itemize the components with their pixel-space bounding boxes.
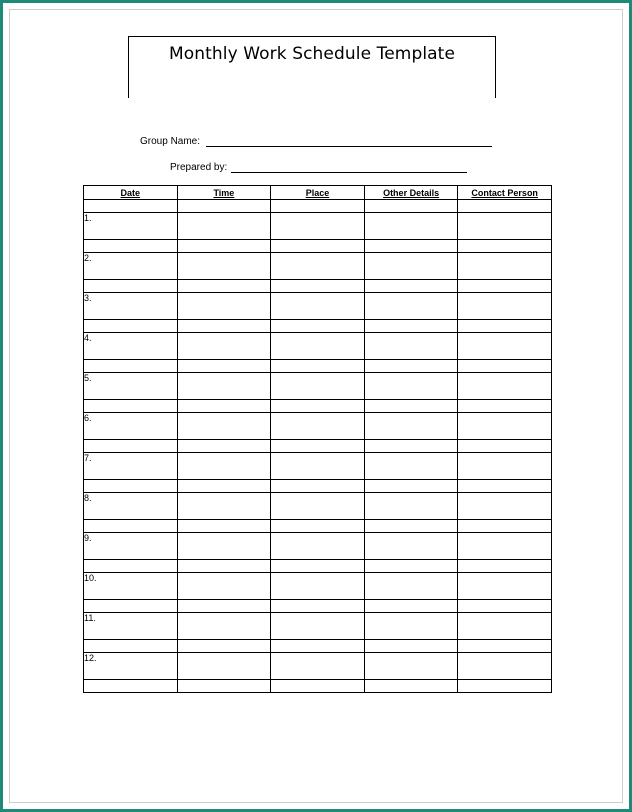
table-cell[interactable] bbox=[364, 213, 458, 240]
table-cell[interactable] bbox=[364, 613, 458, 640]
table-cell[interactable] bbox=[364, 253, 458, 280]
table-cell[interactable] bbox=[271, 493, 365, 520]
table-cell[interactable] bbox=[177, 373, 271, 400]
table-cell[interactable] bbox=[364, 440, 458, 453]
row-number-cell[interactable]: 8. bbox=[84, 493, 178, 520]
table-cell[interactable] bbox=[364, 360, 458, 373]
row-number-cell[interactable]: 12. bbox=[84, 653, 178, 680]
table-cell[interactable] bbox=[84, 200, 178, 213]
table-cell[interactable] bbox=[177, 213, 271, 240]
table-row-sub bbox=[84, 280, 552, 293]
table-header-row bbox=[84, 186, 552, 200]
title-box bbox=[128, 36, 496, 98]
table-cell[interactable] bbox=[271, 573, 365, 600]
table-cell[interactable] bbox=[271, 453, 365, 480]
table-cell[interactable] bbox=[364, 413, 458, 440]
table-cell[interactable] bbox=[177, 600, 271, 613]
table-row bbox=[84, 413, 552, 440]
table-row bbox=[84, 573, 552, 600]
table-row bbox=[84, 253, 552, 280]
group-name-field[interactable] bbox=[140, 136, 492, 147]
table-cell[interactable] bbox=[364, 600, 458, 613]
table-cell[interactable] bbox=[271, 440, 365, 453]
table-cell[interactable] bbox=[458, 240, 552, 253]
table-cell[interactable] bbox=[364, 280, 458, 293]
table-cell[interactable] bbox=[364, 493, 458, 520]
table-cell[interactable] bbox=[271, 680, 365, 693]
table-cell[interactable] bbox=[364, 240, 458, 253]
table-row bbox=[84, 653, 552, 680]
table-row bbox=[84, 533, 552, 560]
table-cell[interactable] bbox=[458, 400, 552, 413]
table-cell[interactable] bbox=[271, 320, 365, 333]
table-row-sub bbox=[84, 640, 552, 653]
table-row-sub bbox=[84, 400, 552, 413]
table-row-sub bbox=[84, 560, 552, 573]
table-row-sub bbox=[84, 440, 552, 453]
table-cell[interactable] bbox=[177, 440, 271, 453]
table-cell[interactable] bbox=[271, 200, 365, 213]
table-cell[interactable] bbox=[84, 520, 178, 533]
row-number-cell[interactable]: 6. bbox=[84, 413, 178, 440]
table-cell[interactable] bbox=[84, 680, 178, 693]
table-cell[interactable] bbox=[271, 213, 365, 240]
table-cell[interactable] bbox=[458, 533, 552, 560]
table-cell[interactable] bbox=[177, 493, 271, 520]
table-cell[interactable] bbox=[271, 480, 365, 493]
document-title: Monthly Work Schedule Template bbox=[168, 44, 455, 64]
table-cell[interactable] bbox=[84, 280, 178, 293]
table-cell[interactable] bbox=[177, 200, 271, 213]
table-row bbox=[84, 293, 552, 320]
table-cell[interactable] bbox=[271, 240, 365, 253]
table-cell[interactable] bbox=[177, 400, 271, 413]
table-cell[interactable] bbox=[177, 560, 271, 573]
column-header-time: Time bbox=[177, 186, 271, 200]
table-cell[interactable] bbox=[271, 333, 365, 360]
table-cell[interactable] bbox=[177, 520, 271, 533]
table-cell[interactable] bbox=[364, 320, 458, 333]
group-name-label: Group Name: bbox=[140, 136, 201, 147]
table-cell[interactable] bbox=[458, 413, 552, 440]
row-number-cell[interactable]: 3. bbox=[84, 293, 178, 320]
table-cell[interactable] bbox=[177, 680, 271, 693]
table-row bbox=[84, 453, 552, 480]
table-cell[interactable] bbox=[458, 320, 552, 333]
column-header-place: Place bbox=[271, 186, 365, 200]
table-cell[interactable] bbox=[458, 293, 552, 320]
table-cell[interactable] bbox=[458, 573, 552, 600]
table-cell[interactable] bbox=[177, 653, 271, 680]
table-cell[interactable] bbox=[177, 293, 271, 320]
table-cell[interactable] bbox=[84, 480, 178, 493]
table-cell[interactable] bbox=[458, 640, 552, 653]
table-cell[interactable] bbox=[84, 360, 178, 373]
table-cell[interactable] bbox=[271, 253, 365, 280]
table-cell[interactable] bbox=[458, 560, 552, 573]
table-row bbox=[84, 373, 552, 400]
row-number-cell[interactable]: 10. bbox=[84, 573, 178, 600]
row-number-cell[interactable]: 7. bbox=[84, 453, 178, 480]
table-cell[interactable] bbox=[458, 253, 552, 280]
table-row bbox=[84, 613, 552, 640]
prepared-by-field[interactable] bbox=[170, 162, 467, 173]
table-cell[interactable] bbox=[458, 333, 552, 360]
table-cell[interactable] bbox=[271, 640, 365, 653]
table-cell[interactable] bbox=[458, 200, 552, 213]
table-cell[interactable] bbox=[177, 240, 271, 253]
table-cell[interactable] bbox=[458, 453, 552, 480]
table-cell[interactable] bbox=[177, 613, 271, 640]
document-frame bbox=[3, 3, 629, 809]
table-cell[interactable] bbox=[84, 560, 178, 573]
table-cell[interactable] bbox=[271, 293, 365, 320]
table-cell[interactable] bbox=[271, 533, 365, 560]
table-cell[interactable] bbox=[177, 453, 271, 480]
table-cell[interactable] bbox=[458, 440, 552, 453]
table-row-sub bbox=[84, 520, 552, 533]
table-row-sub bbox=[84, 320, 552, 333]
table-row-spacer bbox=[84, 200, 552, 213]
table-cell[interactable] bbox=[177, 640, 271, 653]
table-row-sub bbox=[84, 360, 552, 373]
row-number-cell[interactable]: 2. bbox=[84, 253, 178, 280]
table-row-sub bbox=[84, 600, 552, 613]
row-number-cell[interactable]: 5. bbox=[84, 373, 178, 400]
row-number-cell[interactable]: 11. bbox=[84, 613, 178, 640]
table-cell[interactable] bbox=[271, 360, 365, 373]
table-cell[interactable] bbox=[458, 680, 552, 693]
table-cell[interactable] bbox=[364, 480, 458, 493]
table-cell[interactable] bbox=[177, 320, 271, 333]
table-cell[interactable] bbox=[364, 200, 458, 213]
table-cell[interactable] bbox=[271, 520, 365, 533]
table-cell[interactable] bbox=[364, 640, 458, 653]
table-cell[interactable] bbox=[364, 293, 458, 320]
table-cell[interactable] bbox=[458, 213, 552, 240]
table-cell[interactable] bbox=[84, 240, 178, 253]
table-cell[interactable] bbox=[177, 573, 271, 600]
table-cell[interactable] bbox=[364, 573, 458, 600]
table-cell[interactable] bbox=[84, 600, 178, 613]
table-cell[interactable] bbox=[271, 600, 365, 613]
table-cell[interactable] bbox=[84, 400, 178, 413]
table-row bbox=[84, 213, 552, 240]
table-cell[interactable] bbox=[364, 400, 458, 413]
table-cell[interactable] bbox=[177, 333, 271, 360]
table-cell[interactable] bbox=[458, 600, 552, 613]
prepared-by-blank-line[interactable] bbox=[231, 162, 467, 173]
column-header-other-details: Other Details bbox=[364, 186, 458, 200]
table-cell[interactable] bbox=[458, 373, 552, 400]
table-cell[interactable] bbox=[458, 360, 552, 373]
table-cell[interactable] bbox=[84, 640, 178, 653]
table-cell[interactable] bbox=[458, 613, 552, 640]
table-cell[interactable] bbox=[177, 413, 271, 440]
table-cell[interactable] bbox=[84, 440, 178, 453]
table-cell[interactable] bbox=[364, 373, 458, 400]
table-cell[interactable] bbox=[271, 413, 365, 440]
document-page bbox=[9, 9, 623, 803]
table-cell[interactable] bbox=[271, 560, 365, 573]
table-cell[interactable] bbox=[177, 280, 271, 293]
table-cell[interactable] bbox=[458, 520, 552, 533]
row-number-cell[interactable]: 1. bbox=[84, 213, 178, 240]
column-header-contact-person: Contact Person bbox=[458, 186, 552, 200]
table-cell[interactable] bbox=[177, 533, 271, 560]
table-cell[interactable] bbox=[364, 653, 458, 680]
table-cell[interactable] bbox=[364, 533, 458, 560]
table-cell[interactable] bbox=[271, 373, 365, 400]
table-cell[interactable] bbox=[271, 613, 365, 640]
table-cell[interactable] bbox=[177, 253, 271, 280]
table-row-sub bbox=[84, 680, 552, 693]
table-row-sub bbox=[84, 240, 552, 253]
prepared-by-label: Prepared by: bbox=[170, 162, 228, 173]
table-cell[interactable] bbox=[458, 493, 552, 520]
table-cell[interactable] bbox=[364, 333, 458, 360]
table-cell[interactable] bbox=[271, 280, 365, 293]
table-cell[interactable] bbox=[177, 480, 271, 493]
row-number-cell[interactable]: 9. bbox=[84, 533, 178, 560]
table-body bbox=[84, 200, 552, 693]
column-header-date: Date bbox=[84, 186, 178, 200]
table-cell[interactable] bbox=[364, 520, 458, 533]
table-cell[interactable] bbox=[458, 280, 552, 293]
table-row bbox=[84, 493, 552, 520]
table-cell[interactable] bbox=[364, 560, 458, 573]
table-cell[interactable] bbox=[364, 680, 458, 693]
table-cell[interactable] bbox=[364, 453, 458, 480]
row-number-cell[interactable]: 4. bbox=[84, 333, 178, 360]
table-cell[interactable] bbox=[458, 653, 552, 680]
table-cell[interactable] bbox=[458, 480, 552, 493]
table-cell[interactable] bbox=[271, 400, 365, 413]
group-name-blank-line[interactable] bbox=[206, 136, 492, 147]
table-row bbox=[84, 333, 552, 360]
table-cell[interactable] bbox=[271, 653, 365, 680]
schedule-table bbox=[83, 185, 552, 693]
table-cell[interactable] bbox=[84, 320, 178, 333]
table-cell[interactable] bbox=[177, 360, 271, 373]
table-row-sub bbox=[84, 480, 552, 493]
